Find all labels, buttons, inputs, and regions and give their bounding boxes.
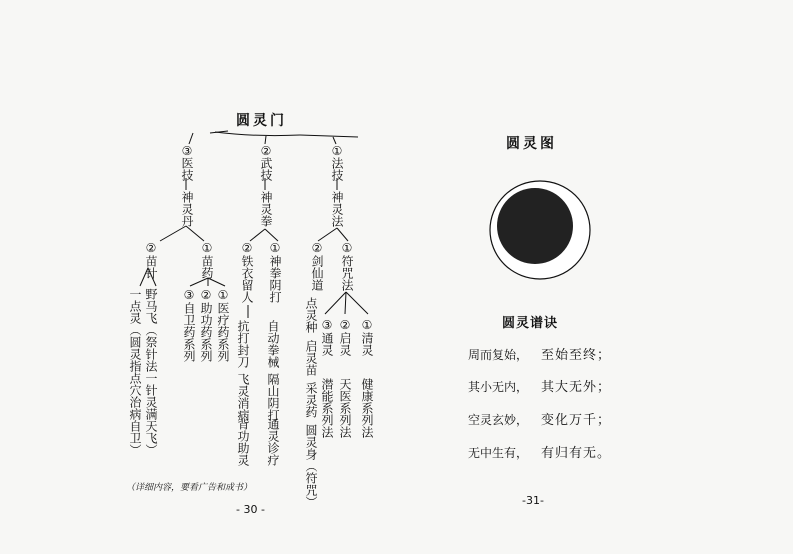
page-title-left: 圆灵门 <box>236 113 287 129</box>
verse-2a: 其小无内， <box>468 380 529 394</box>
leaf-anti-strike: 抗打封刀 <box>236 320 250 368</box>
leaf-remote-strike: 隔山阴打 <box>266 373 280 421</box>
leaf-diagnosis: 通灵诊疗 <box>266 418 280 466</box>
leaf-auto-fist: 自动拳械 <box>266 320 280 368</box>
branch-law-num: ① <box>330 144 344 158</box>
verse-4b: 有归有无。 <box>541 446 612 461</box>
leaf-back-skill: 背功助灵 <box>236 418 250 466</box>
verse-3a: 空灵玄妙， <box>468 413 529 427</box>
branch-medical-label: 医技 <box>180 157 194 181</box>
footnote: （详细内容，要看广告和成书） <box>126 483 253 493</box>
leaf-ye-ma-fei: 野马飞（祭针法一针灵满天飞） <box>144 288 158 456</box>
leaf-fly-ling: 飞灵消病 <box>236 373 250 421</box>
node-miao-medicine: ①苗药 <box>200 241 214 279</box>
leaf-potential: 潜能系列法 <box>320 378 334 438</box>
branch-medical-sub: 神灵丹 <box>180 191 194 227</box>
branch-law-label: 法技 <box>330 157 344 181</box>
leaf-heavenly-doctor: 天医系列法 <box>338 378 352 438</box>
page-number-right: -31- <box>522 494 544 507</box>
branch-martial-label: 武技 <box>259 157 273 181</box>
verse-1a: 周而复始， <box>468 348 529 362</box>
leaf-self-defense-medicine: ③自卫药系列 <box>182 288 196 362</box>
branch-medical-num: ③ <box>180 144 194 158</box>
verse-title: 圆灵谱诀 <box>502 316 559 331</box>
leaf-health: 健康系列法 <box>360 378 374 438</box>
verse-4a: 无中生有， <box>468 446 529 460</box>
verse-1b: 至始至终； <box>541 348 612 363</box>
branch-law-sub: 神灵法 <box>330 191 344 227</box>
branch-martial-sub: 神灵拳 <box>259 191 273 227</box>
leaf-dian-ling: 一点灵（圆灵指点穴治病自卫） <box>128 288 142 456</box>
circle-inner <box>497 188 573 264</box>
leaf-assist-medicine: ②助功药系列 <box>199 288 213 362</box>
verse-2b: 其大无外； <box>541 380 612 395</box>
leaf-round-body: 圆灵身（符咒） <box>304 424 318 508</box>
branch-martial-num: ② <box>259 144 273 158</box>
node-iron-robe: ②铁衣留人 <box>240 241 254 303</box>
node-divine-fist: ①神拳阴打 <box>268 241 282 303</box>
page-title-right: 圆灵图 <box>506 136 557 152</box>
leaf-harvest: 采灵药 <box>304 382 318 418</box>
page-number-left: - 30 - <box>236 503 265 516</box>
leaf-plant-ling: 点灵种 <box>304 297 318 333</box>
leaf-treatment-medicine: ①医疗药系列 <box>216 288 230 362</box>
leaf-qi-ling: ②启灵 <box>338 318 352 356</box>
leaf-sprout: 启灵苗 <box>304 340 318 376</box>
leaf-qing-ling: ①清灵 <box>360 318 374 356</box>
node-sword-immortal: ②剑仙道 <box>310 241 324 291</box>
node-miao-needle: ②苗针 <box>144 241 158 279</box>
leaf-tong-ling: ③通灵 <box>320 318 334 356</box>
verse-3b: 变化万千； <box>541 413 612 428</box>
node-talisman: ①符咒法 <box>340 241 354 291</box>
